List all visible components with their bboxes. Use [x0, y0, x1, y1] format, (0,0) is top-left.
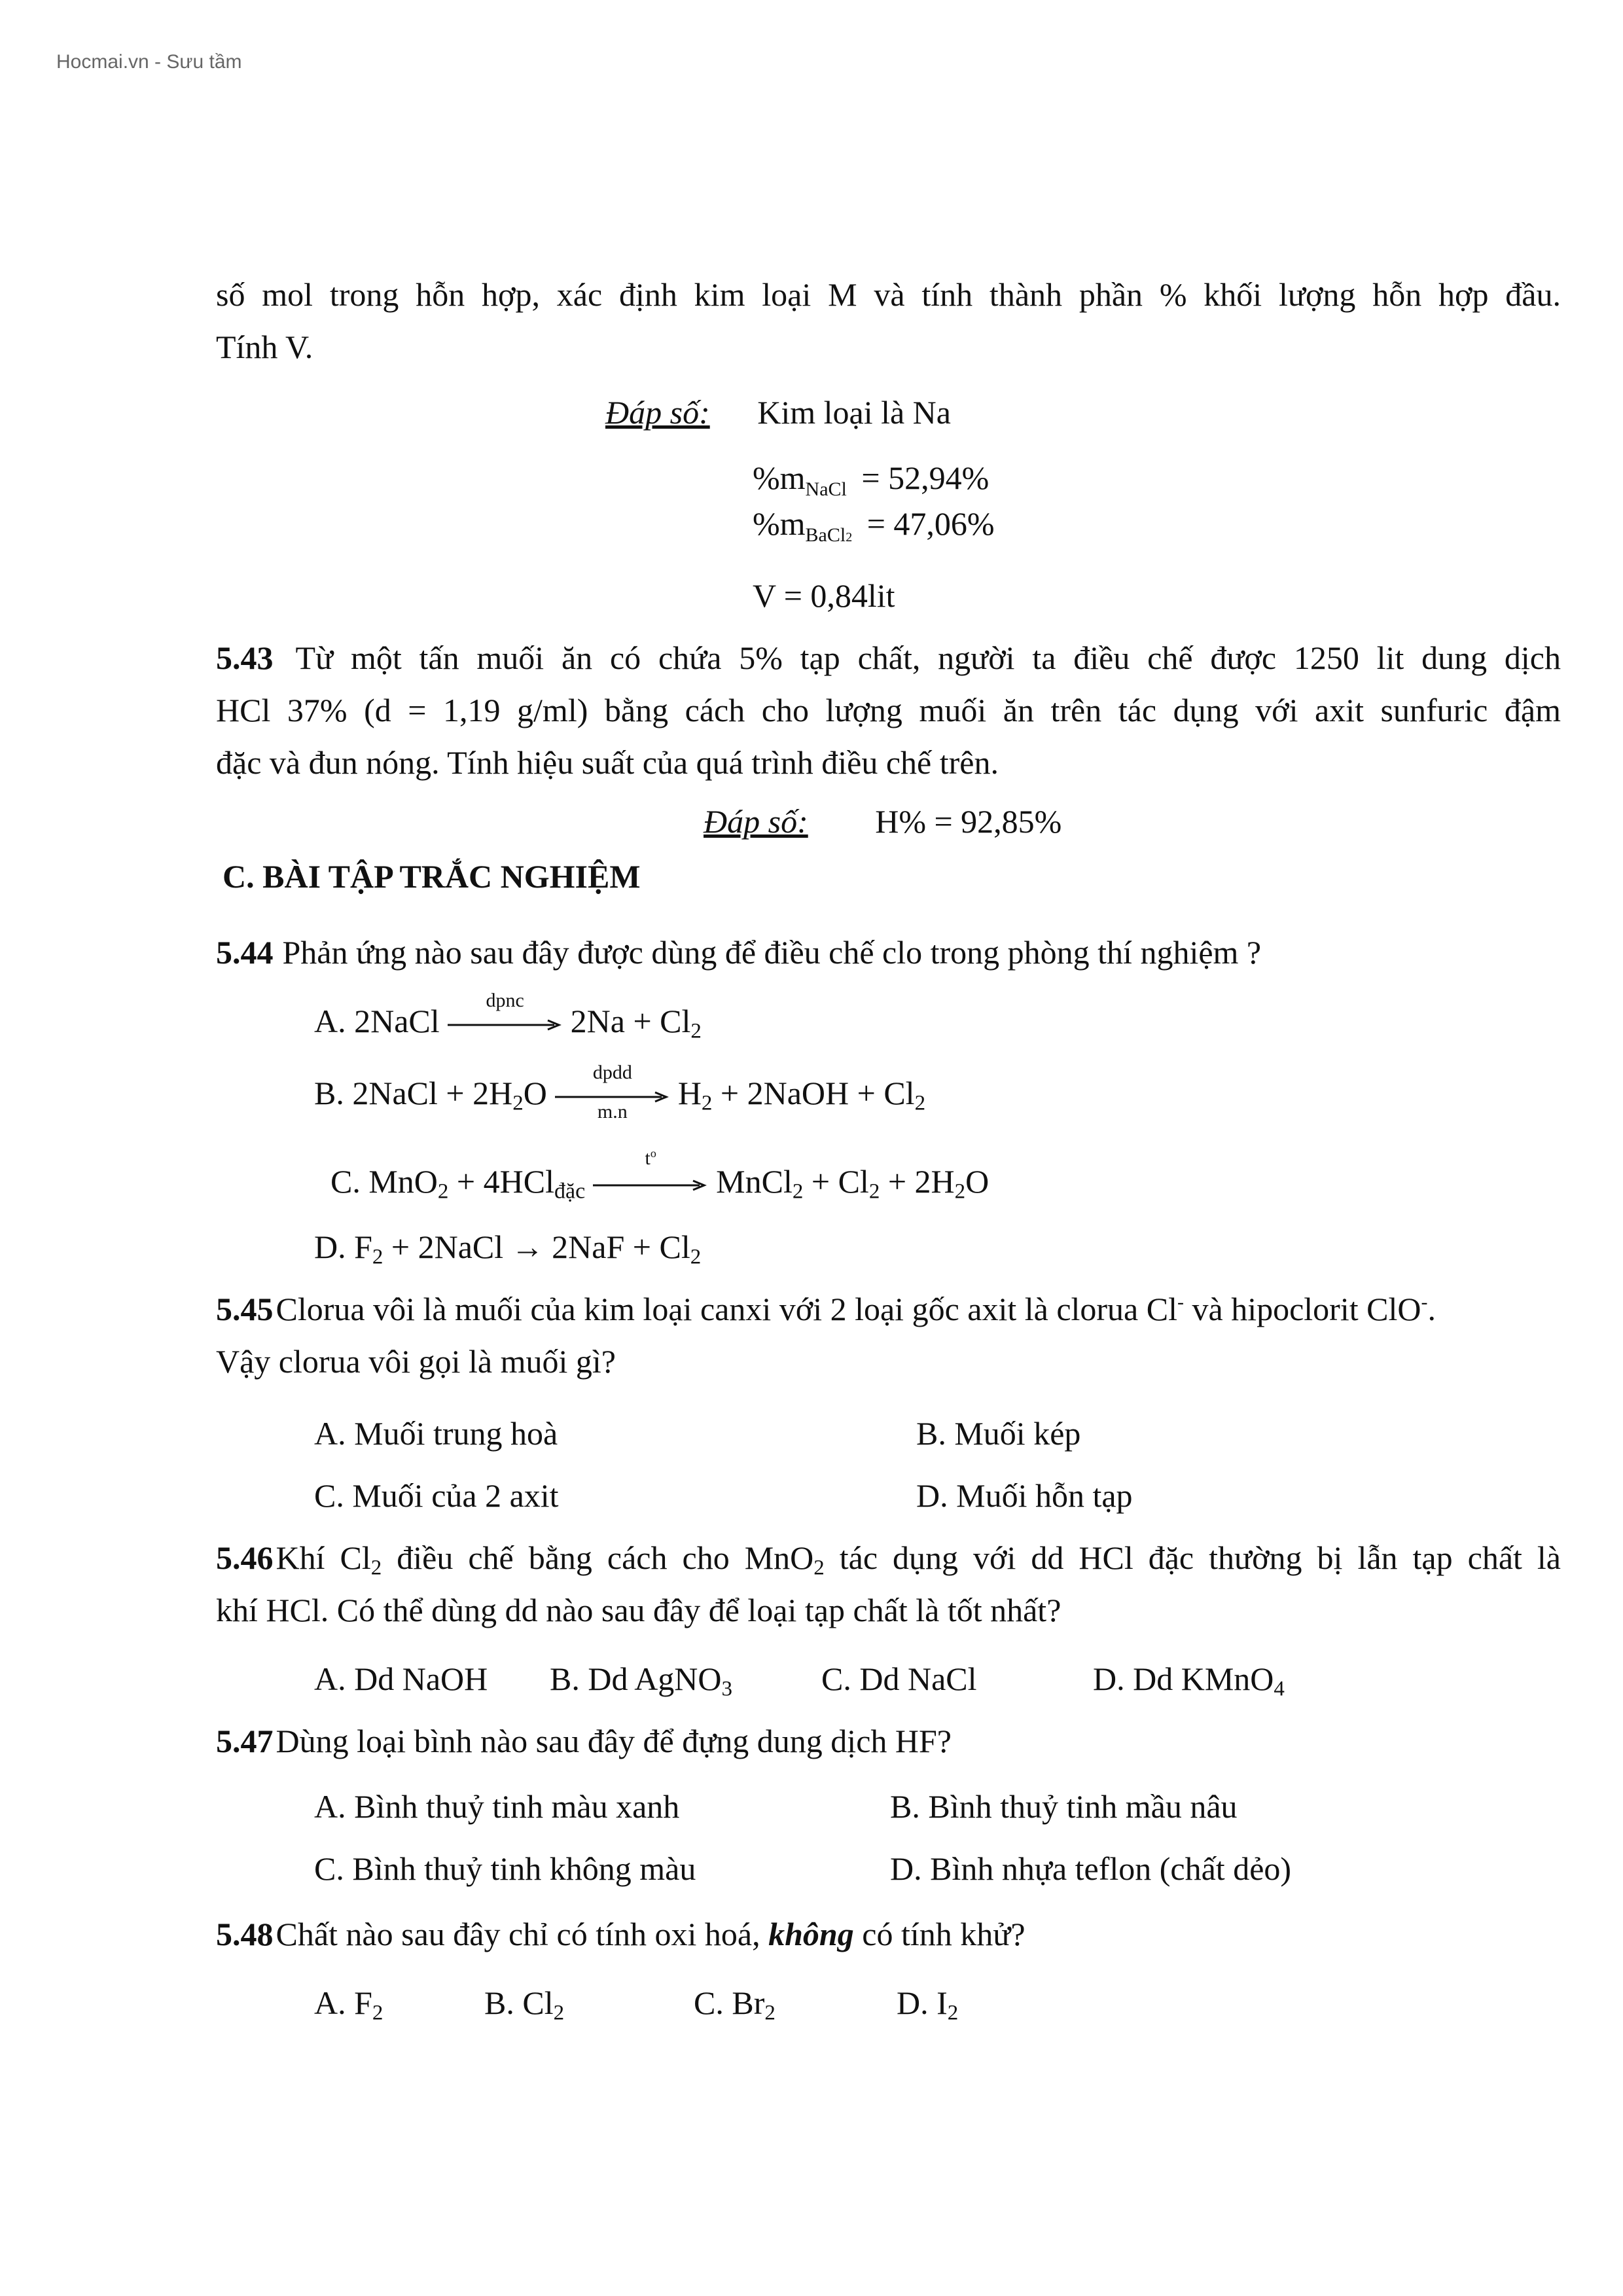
- q544-option-a: A. 2NaCl dpnc $2Na + Cl_2$: [314, 989, 702, 1043]
- q545-line-1: 5.45Clorua vôi là muối của kim loại canxi với 2 loại gốc axit là clorua Cl- và hipoclorit ClO-.: [216, 1291, 1436, 1327]
- q543-line-2: HCl 37% (d = 1,19 g/ml) bằng cách cho lượng muối ăn trên tác dụng với axit sunfuric đậm: [216, 692, 1561, 728]
- q546-option-a: A. Dd NaOH: [314, 1660, 488, 1697]
- q548-question: 5.48Chất nào sau đây chỉ có tính oxi hoá, không có tính khử?: [216, 1916, 1026, 1952]
- q548-option-b: B. $Cl_2$: [484, 1984, 565, 2025]
- q546-line-2: khí HCl. Có thể dùng dd nào sau đây để loại tạp chất là tốt nhất?: [216, 1592, 1061, 1628]
- right-arrow-icon: →: [511, 1229, 544, 1265]
- q545-option-b: B. Muối kép: [916, 1415, 1081, 1452]
- q544-option-c: C. MnO$_2$ + 4HCl$_{đặc}$ $t^o$ MnCl$_2$ + $Cl_2 + 2H_2O$: [330, 1146, 990, 1204]
- q544-option-b: B. 2NaCl + $2H_2O$ dpdd m.n $H_2$ + 2NaOH + $Cl_2$: [314, 1061, 926, 1122]
- q545-option-a: A. Muối trung hoà: [314, 1415, 558, 1452]
- reaction-arrow: dpnc: [446, 1018, 564, 1031]
- q543-line-3: đặc và đun nóng. Tính hiệu suất của quá trình điều chế trên.: [216, 744, 999, 781]
- q545-option-d: D. Muối hỗn tạp: [916, 1477, 1133, 1514]
- q545-line-2: Vậy clorua vôi gọi là muối gì?: [216, 1343, 616, 1380]
- answer-542: [605, 386, 951, 439]
- q547-option-c: C. Bình thuỷ tinh không màu: [314, 1850, 696, 1887]
- emphasis-khong: không: [768, 1916, 854, 1952]
- watermark: Hocmai.vn - Sưu tầm: [56, 51, 242, 73]
- q546-option-b: B. Dd AgNO$_3$: [550, 1660, 733, 1701]
- q546-line-1: 5.46Khí $Cl_2$ điều chế bằng cách cho MnO$_2$ tác dụng với dd HCl đặc thường bị lẫn tạp chất là: [216, 1539, 1561, 1580]
- answer-bacl-percent: $\%m_{BaCl2} = 47,06\%$: [753, 505, 995, 546]
- reaction-arrow: dpdd m.n: [554, 1090, 671, 1103]
- q543-line-1: 5.43 Từ một tấn muối ăn có chứa 5% tạp chất, người ta điều chế được 1250 lit dung dịch: [216, 639, 1561, 676]
- q547-option-a: A. Bình thuỷ tinh màu xanh: [314, 1788, 680, 1825]
- reaction-arrow: $t^o$: [592, 1179, 709, 1192]
- section-title: C. BÀI TẬP TRẮC NGHIỆM: [223, 858, 641, 895]
- q543-number: 5.43: [216, 639, 274, 676]
- answer-metal: Kim loại là Na: [757, 394, 951, 431]
- q546-option-d: D. Dd KMnO$_4$: [1093, 1660, 1285, 1701]
- q548-option-d: D. $I_2$: [897, 1984, 959, 2025]
- answer-nacl-percent: $\%m_{NaCl} = 52,94\%$: [753, 459, 990, 500]
- answer-volume: V = 0,84lit: [753, 577, 895, 614]
- q544-option-d: D. $F_2$ + 2NaCl → $2NaF + Cl_2$: [314, 1229, 702, 1269]
- q547-option-b: B. Bình thuỷ tinh mầu nâu: [890, 1788, 1238, 1825]
- q546-option-c: C. Dd NaCl: [821, 1660, 977, 1697]
- q548-option-a: A. $F_2$: [314, 1984, 383, 2025]
- answer-label: Đáp số:: [605, 394, 710, 431]
- q545-option-c: C. Muối của 2 axit: [314, 1477, 559, 1514]
- q547-question: 5.47Dùng loại bình nào sau đây để đựng dung dịch HF?: [216, 1723, 952, 1759]
- q544-question: 5.44 Phản ứng nào sau đây được dùng để điều chế clo trong phòng thí nghiệm ?: [216, 934, 1262, 971]
- intro-line-2: Tính V.: [216, 329, 313, 365]
- q548-option-c: C. $Br_2$: [694, 1984, 776, 2025]
- intro-line-1: số mol trong hỗn hợp, xác định kim loại M và tính thành phần % khối lượng hỗn hợp đầu.: [216, 276, 1561, 313]
- q547-option-d: D. Bình nhựa teflon (chất dẻo): [890, 1850, 1292, 1887]
- q543-answer: Đáp số: H% = 92,85%: [704, 803, 1062, 840]
